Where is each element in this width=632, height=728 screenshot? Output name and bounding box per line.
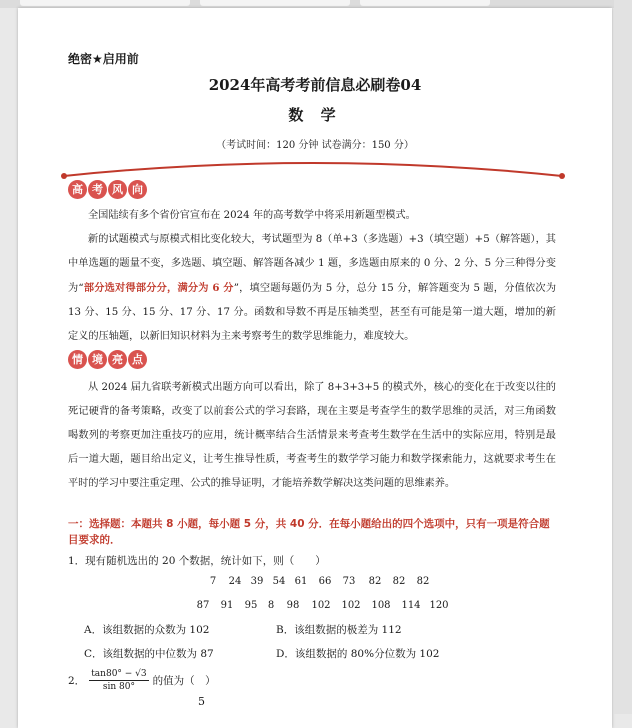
data-value: 61 (294, 576, 308, 587)
question-2-stem (68, 668, 216, 693)
paragraph: 全国陆续有多个省份官宣布在 2024 年的高考数学中将采用新题型模式。 (88, 210, 416, 221)
badge-char: 考 (88, 180, 107, 199)
question-text: 的值为（ ） (152, 675, 216, 687)
exam-info: （考试时间：120 分钟 试卷满分：150 分） (216, 140, 414, 151)
question-1-stem: 1．现有随机选出的 20 个数据，统计如下，则（ ） (68, 555, 326, 567)
viewer-tab[interactable] (20, 0, 190, 6)
secret-label: 绝密★启用前 (68, 52, 139, 66)
paragraph-text: ”，填空题每题仍为 5 分，总分 15 分，解答题变为 5 题，分值依次为 13 分、15 分、15 分、17 分、17 分。函数和导数不再是压轴类型，甚至有可能是第一道大题，增加的新定义的压轴题，以新旧知识材料为主来考察考生的数学思维能力，难度较大。 (68, 283, 557, 342)
option-a[interactable]: A．该组数据的众数为 102 (84, 624, 210, 636)
highlight-text: 部分选对得部分分，满分为 6 分 (83, 282, 234, 294)
data-value: 66 (318, 576, 332, 587)
paragraph-text: 新的试题模式与原模式相比变化较大，考试题型为 8（单+3（多选题）+3（填空题）+5（解答题），其中单选题的题量不变，多选题、填空题、解答题各减少 1 题，多选题由原来的 0 分、2 分、5 分三种得分变为“ (68, 234, 556, 294)
vertical-scrollbar[interactable] (614, 0, 632, 714)
data-value: 82 (392, 576, 406, 587)
data-value: 95 (244, 600, 258, 611)
subject-title: 数 学 (288, 106, 342, 124)
badge-char: 境 (88, 350, 107, 369)
data-row-1 (198, 576, 458, 590)
viewer-top-bar (0, 0, 632, 8)
badge-char: 点 (128, 350, 147, 369)
data-value: 54 (272, 576, 286, 587)
paper-title: 2024年高考考前信息必刷卷04 (208, 76, 422, 94)
paragraph: 从 2024 届九省联考新模式出题方向可以看出，除了 8+3+3+5 的模式外，核心的变化在于改变以往的死记硬背的备考策略，改变了以前套公式的学习套路，现在主要是考查学生的数学思维的灵活，对三角函数喝数列的考察更加注重技巧的应用，统计概率结合生活情景来考查考生数学在生活中的实际应用，特别是最后一道大题，题目给出定义，让考生推导性质，考查考生的数学学习能力和数学探索能力，这就要求考生在平时的学习中要注重定理、公式的推导证明，才能培养数学解决这类问题的思维素养。 (68, 382, 556, 489)
badge-char: 高 (68, 180, 87, 199)
viewer-tab[interactable] (360, 0, 490, 6)
badge-char: 亮 (108, 350, 127, 369)
data-value: 8 (267, 600, 275, 611)
question-number: 2． (68, 675, 86, 687)
badge-char: 情 (68, 350, 87, 369)
gaokao-paragraphs (68, 204, 556, 349)
data-value: 39 (250, 576, 264, 587)
badge-char: 向 (128, 180, 147, 199)
part-one-intro: 一：选择题：本题共 8 小题，每小题 5 分，共 40 分．在每小题给出的四个选项中，只有一项是符合题目要求的． (68, 518, 550, 546)
data-value: 102 (341, 600, 361, 611)
data-value: 91 (220, 600, 234, 611)
data-value: 120 (429, 600, 449, 611)
data-value: 102 (311, 600, 331, 611)
data-value: 114 (401, 600, 421, 611)
section-badge-gaokao (68, 180, 147, 199)
qingjing-paragraphs (68, 376, 556, 496)
option-c[interactable]: C．该组数据的中位数为 87 (84, 648, 214, 660)
data-value: 24 (228, 576, 242, 587)
data-value: 87 (196, 600, 210, 611)
fraction-denominator: sin 80° (102, 682, 135, 692)
data-value: 82 (368, 576, 382, 587)
data-value: 108 (371, 600, 391, 611)
section-badge-qingjing (68, 350, 147, 369)
viewer-tab[interactable] (200, 0, 350, 6)
data-value: 82 (416, 576, 430, 587)
option-d[interactable]: D．该组数据的 80%分位数为 102 (276, 648, 440, 660)
data-row-2 (188, 600, 478, 614)
data-value: 73 (342, 576, 356, 587)
badge-char: 风 (108, 180, 127, 199)
fraction (89, 668, 148, 693)
data-value: 98 (286, 600, 300, 611)
paragraph (68, 228, 556, 349)
partial-text: 5 (198, 695, 205, 708)
fraction-numerator: tan80° − √3 (91, 669, 147, 679)
option-b[interactable]: B．该组数据的极差为 112 (276, 624, 402, 636)
data-value: 7 (209, 576, 217, 587)
document-page (18, 8, 612, 728)
